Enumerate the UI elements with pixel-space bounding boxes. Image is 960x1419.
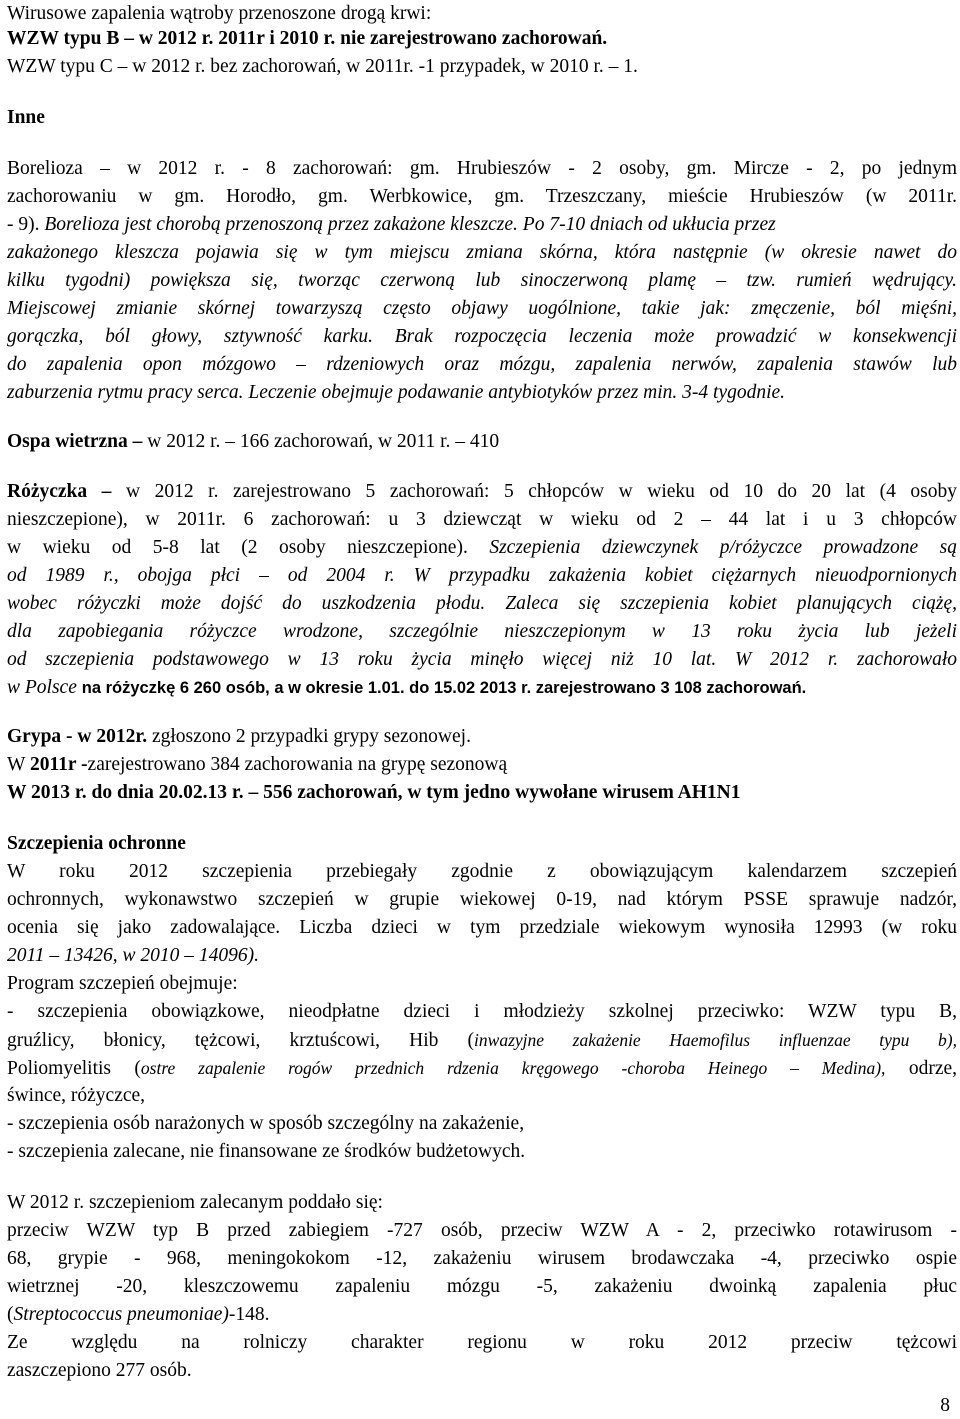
borelioza-line-5: kilku tygodni) powiększa się, tworząc czerwoną lub sinoczerwoną plamę – tzw. rumień wędrujący. xyxy=(7,270,957,291)
ospa-dash: – xyxy=(127,431,148,452)
szczepienia-line-1: W roku 2012 szczepienia przebiegały zgodnie z obowiązującym kalendarzem szczepień xyxy=(7,861,957,882)
szczepienia-line-16 xyxy=(7,1301,957,1329)
borelioza-line-7 xyxy=(7,323,957,351)
szczepienia-heading: Szczepienia ochronne xyxy=(7,833,186,854)
wzw-b-line: WZW typu B – w 2012 r. 2011r i 2010 r. nie zarejestrowano zachorowań. xyxy=(7,28,608,49)
borelioza-symptoms-end: gorączka, ból głowy, sztywność karku. xyxy=(7,326,395,347)
szczepienia-program-label: Program szczepień obejmuje: xyxy=(7,973,238,994)
rozyczka-heading: Różyczka – xyxy=(7,481,126,502)
rozyczka-line-5: wobec różyczki może dojść do uszkodzenia płodu. Zaleca się szczepienia kobiet planujących ciążę, xyxy=(7,593,957,614)
szczepienia-count-148: -148. xyxy=(228,1304,270,1325)
ospa-text: w 2012 r. – 166 zachorowań, w 2011 r. – 410 xyxy=(147,431,500,452)
borelioza-line-8: do zapalenia opon mózgowo – rdzeniowych oraz mózgu, zapalenia nerwów, zapalenia stawów lub xyxy=(7,354,957,375)
rozyczka-line-2: nieszczepione), w 2011r. 6 zachorowań: u 3 dziewcząt w wieku od 2 – 44 lat i u 3 chłopców xyxy=(7,509,957,530)
ospa-heading: Ospa wietrzna xyxy=(7,431,128,452)
borelioza-description: Borelioza jest chorobą przenoszoną przez zakażone kleszcze. Po 7-10 dniach od ukłucia przez xyxy=(44,214,776,235)
rozyczka-line-7: od szczepienia podstawowego w 13 roku życia minęło więcej niż 10 lat. W 2012 r. zachorowało xyxy=(7,649,957,670)
szczepienia-line-8 xyxy=(7,1054,957,1082)
rozyczka-line-1 xyxy=(7,478,957,506)
szczepienia-odrze: odrze, xyxy=(885,1058,958,1079)
szczepienia-diseases: gruźlicy, błonicy, tężcowi, krztuścowi, Hib ( xyxy=(7,1030,475,1051)
borelioza-line-3 xyxy=(7,211,957,239)
szczepienia-line-18: zaszczepiono 277 osób. xyxy=(7,1360,192,1381)
szczepienia-streptococcus: Streptococcus pneumoniae) xyxy=(13,1304,229,1325)
ospa-line xyxy=(7,428,957,456)
grypa-w: W xyxy=(7,754,30,775)
rozyczka-line-8 xyxy=(7,674,957,702)
szczepienia-line-3: ocenia się jako zadowalające. Liczba dzieci w tym przedziale wiekowym wynosiła 12993 (w roku xyxy=(7,917,957,938)
szczepienia-line-9: śwince, różyczce, xyxy=(7,1085,146,1106)
szczepienia-line-14: 68, grypie - 968, meningokokom -12, zakażeniu wirusem brodawczaka -4, przeciwko ospie xyxy=(7,1248,957,1269)
grypa-2012-text: zgłoszono 2 przypadki grypy sezonowej. xyxy=(147,726,471,747)
borelioza-line-4: zakażonego kleszcza pojawia się w tym miejscu zmiana skórna, która następnie (w okresie nawet do xyxy=(7,242,957,263)
szczepienia-line-2: ochronnych, wykonawstwo szczepień w grupie wiekowej 0-19, nad którym PSSE sprawuje nadzór, xyxy=(7,889,957,910)
szczepienia-line-15: wietrznej -20, kleszczowemu zapaleniu mózgu -5, zakażeniu dwoinką zapalenia płuc xyxy=(7,1276,957,1297)
wzw-c-line: WZW typu C – w 2012 r. bez zachorowań, w 2011r. -1 przypadek, w 2010 r. – 1. xyxy=(7,56,638,77)
rozyczka-line-4: od 1989 r., obojga płci – od 2004 r. W przypadku zakażenia kobiet ciężarnych nieuodpornionych xyxy=(7,565,957,586)
borelioza-treatment-start: Brak rozpoczęcia leczenia może prowadzić w konsekwencji xyxy=(394,326,958,347)
szczepienia-line-11: - szczepienia zalecane, nie finansowane ze środków budżetowych. xyxy=(7,1141,526,1162)
szczepienia-polio-note: ostre zapalenie rogów przednich rdzenia kręgowego -choroba Heinego – Medina), xyxy=(140,1058,886,1078)
szczepienia-line-12: W 2012 r. szczepieniom zalecanym poddało się: xyxy=(7,1192,383,1213)
rozyczka-vaccination-text: Szczepienia dziewczynek p/różyczce prowadzone są xyxy=(489,537,957,558)
grypa-line-2 xyxy=(7,751,957,779)
page-number: 8 xyxy=(940,1395,950,1416)
rozyczka-poland-stats: na różyczkę 6 260 osób, a w okresie 1.01. do 15.02 2013 r. zarejestrowano 3 108 zachorowań. xyxy=(81,679,807,697)
inne-heading: Inne xyxy=(7,107,45,128)
rozyczka-2012-text: w 2012 r. zarejestrowano 5 zachorowań: 5 chłopców w wieku od 10 do 20 lat (4 osoby xyxy=(125,481,957,502)
grypa-2011-label: 2011r - xyxy=(29,754,88,775)
borelioza-line-6: Miejscowej zmianie skórnej towarzyszą często objawy uogólnione, takie jak: zmęczenie, ból mięśni, xyxy=(7,298,957,319)
rozyczka-line-6: dla zapobiegania różyczce wrodzone, szczególnie nieszczepionym w 13 roku życia lub jeżeli xyxy=(7,621,957,642)
rozyczka-age-text: w wieku od 5-8 lat (2 osoby nieszczepione). xyxy=(7,537,490,558)
szczepienia-hib-note: inwazyjne zakażenie Haemofilus influenzae typu b), xyxy=(474,1030,957,1050)
wzw-intro: Wirusowe zapalenia wątroby przenoszone drogą krwi: xyxy=(7,3,432,24)
szczepienia-line-13: przeciw WZW typ B przed zabiegiem -727 osób, przeciw WZW A - 2, przeciwko rotawirusom - xyxy=(7,1220,957,1241)
szczepienia-line-6: - szczepienia obowiązkowe, nieodpłatne dzieci i młodzieży szkolnej przeciwko: WZW typu B, xyxy=(7,1001,957,1022)
szczepienia-paren: ( xyxy=(7,1304,14,1325)
borelioza-line-9: zaburzenia rytmu pracy serca. Leczenie obejmuje podawanie antybiotyków przez min. 3-4 tygodnie. xyxy=(7,382,786,403)
grypa-line-1 xyxy=(7,723,957,751)
borelioza-line-1: Borelioza – w 2012 r. - 8 zachorowań: gm. Hrubieszów - 2 osoby, gm. Mircze - 2, po jednym xyxy=(7,158,957,179)
grypa-line-3: W 2013 r. do dnia 20.02.13 r. – 556 zachorowań, w tym jedno wywołane wirusem AH1N1 xyxy=(7,782,741,803)
szczepienia-polio: Poliomyelitis ( xyxy=(7,1058,141,1079)
rozyczka-poland: w Polsce xyxy=(7,677,82,698)
borelioza-line-2: zachorowaniu w gm. Horodło, gm. Werbkowice, gm. Trzeszczany, mieście Hrubieszów (w 2011r. xyxy=(7,186,957,207)
szczepienia-line-10: - szczepienia osób narażonych w sposób szczególny na zakażenie, xyxy=(7,1113,525,1134)
szczepienia-line-7 xyxy=(7,1026,957,1054)
grypa-2011-text: zarejestrowano 384 zachorowania na grypę sezonową xyxy=(87,754,508,775)
grypa-heading: Grypa - w 2012r. xyxy=(7,726,148,747)
szczepienia-line-17: Ze względu na rolniczy charakter regionu w roku 2012 przeciw tężcowi xyxy=(7,1332,957,1353)
borelioza-count-2011: - 9). xyxy=(7,214,45,235)
szczepienia-line-4: 2011 – 13426, w 2010 – 14096). xyxy=(7,945,260,966)
rozyczka-line-3 xyxy=(7,534,957,562)
